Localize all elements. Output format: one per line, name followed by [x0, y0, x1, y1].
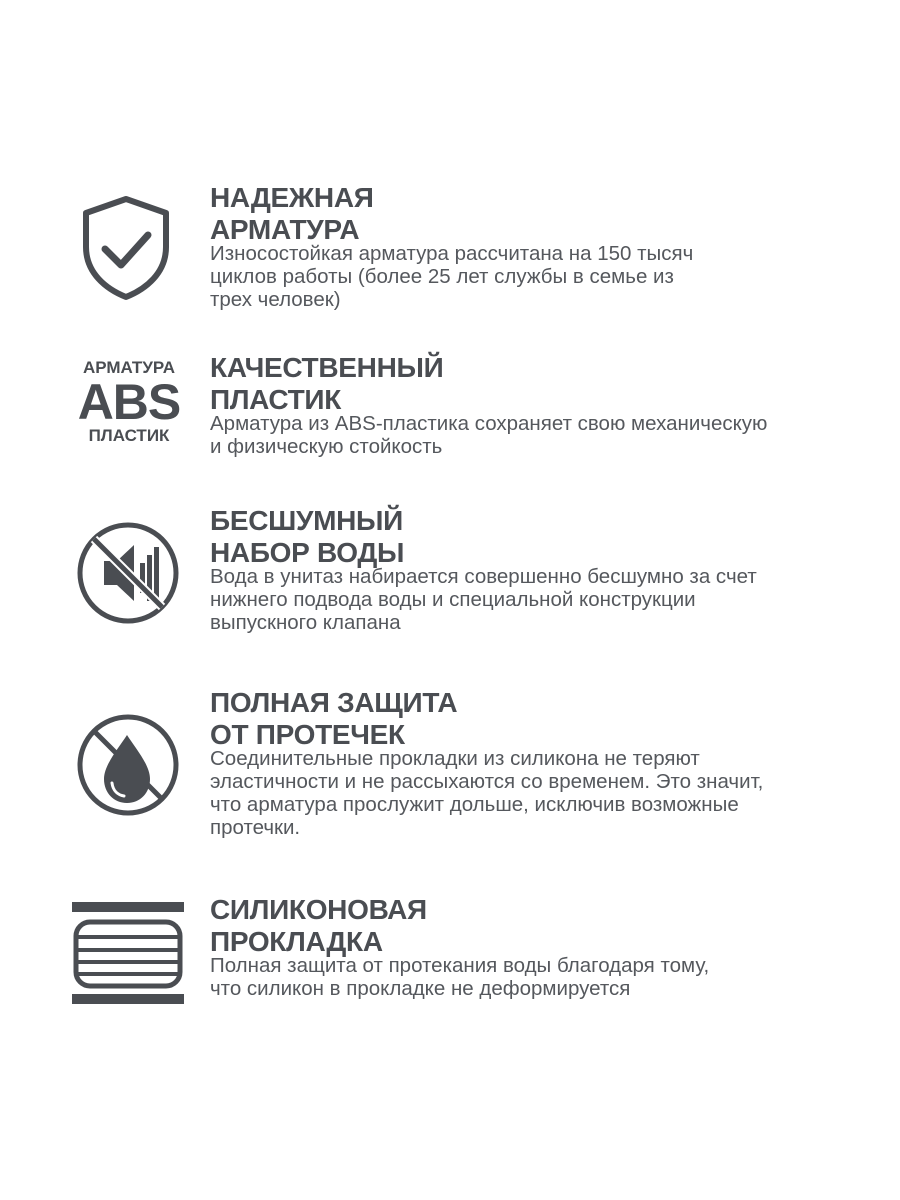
desc-line: Полная защита от протекания воды благодаря тому, — [210, 954, 710, 977]
feature-title — [210, 894, 890, 958]
desc-line: Соединительные прокладки из силикона не теряют — [210, 747, 700, 770]
abs-badge-top: АРМАТУРА — [82, 358, 176, 377]
feature-description — [210, 565, 890, 634]
feature-description — [210, 412, 890, 458]
title-line: НАБОР ВОДЫ — [210, 537, 405, 568]
feature-description — [210, 954, 890, 1000]
abs-plastic-icon — [70, 358, 188, 446]
feature-title — [210, 505, 890, 569]
feature-title — [210, 687, 890, 751]
feature-leak-protection — [210, 687, 890, 839]
title-line: СИЛИКОНОВАЯ — [210, 894, 427, 925]
title-line: НАДЕЖНАЯ — [210, 182, 374, 213]
abs-badge-bottom: ПЛАСТИК — [88, 426, 170, 445]
title-line: ОТ ПРОТЕЧЕК — [210, 719, 405, 750]
title-line: АРМАТУРА — [210, 214, 360, 245]
desc-line: что арматура прослужит дольше, исключив возможные — [210, 793, 739, 816]
feature-quality-plastic — [210, 352, 890, 458]
desc-line: Износостойкая арматура рассчитана на 150 тысяч — [210, 242, 694, 265]
shield-check-icon — [78, 195, 174, 301]
desc-line: протечки. — [210, 816, 301, 839]
desc-line: Арматура из ABS-пластика сохраняет свою механическую — [210, 412, 768, 435]
desc-line: и физическую стойкость — [210, 435, 443, 458]
feature-description — [210, 242, 890, 311]
desc-line: эластичности и не рассыхаются со временем. Это значит, — [210, 770, 764, 793]
title-line: ПЛАСТИК — [210, 384, 342, 415]
no-leak-icon — [76, 713, 180, 817]
feature-title — [210, 352, 890, 416]
silicone-gasket-icon — [70, 900, 186, 1006]
desc-line: циклов работы (более 25 лет службы в семье из — [210, 265, 674, 288]
desc-line: нижнего подвода воды и специальной конструкции — [210, 588, 696, 611]
desc-line: выпускного клапана — [210, 611, 401, 634]
title-line: ПОЛНАЯ ЗАЩИТА — [210, 687, 458, 718]
feature-silicone-gasket — [210, 894, 890, 1000]
desc-line: что силикон в прокладке не деформируется — [210, 977, 631, 1000]
desc-line: Вода в унитаз набирается совершенно бесшумно за счет — [210, 565, 757, 588]
title-line: ПРОКЛАДКА — [210, 926, 383, 957]
title-line: КАЧЕСТВЕННЫЙ — [210, 352, 444, 383]
feature-title — [210, 182, 890, 246]
feature-silent-filling — [210, 505, 890, 634]
no-sound-icon — [76, 521, 180, 625]
abs-badge-middle: ABS — [77, 374, 181, 430]
title-line: БЕСШУМНЫЙ — [210, 505, 403, 536]
feature-description — [210, 747, 890, 839]
feature-reliable-fittings — [210, 182, 890, 311]
desc-line: трех человек) — [210, 288, 341, 311]
